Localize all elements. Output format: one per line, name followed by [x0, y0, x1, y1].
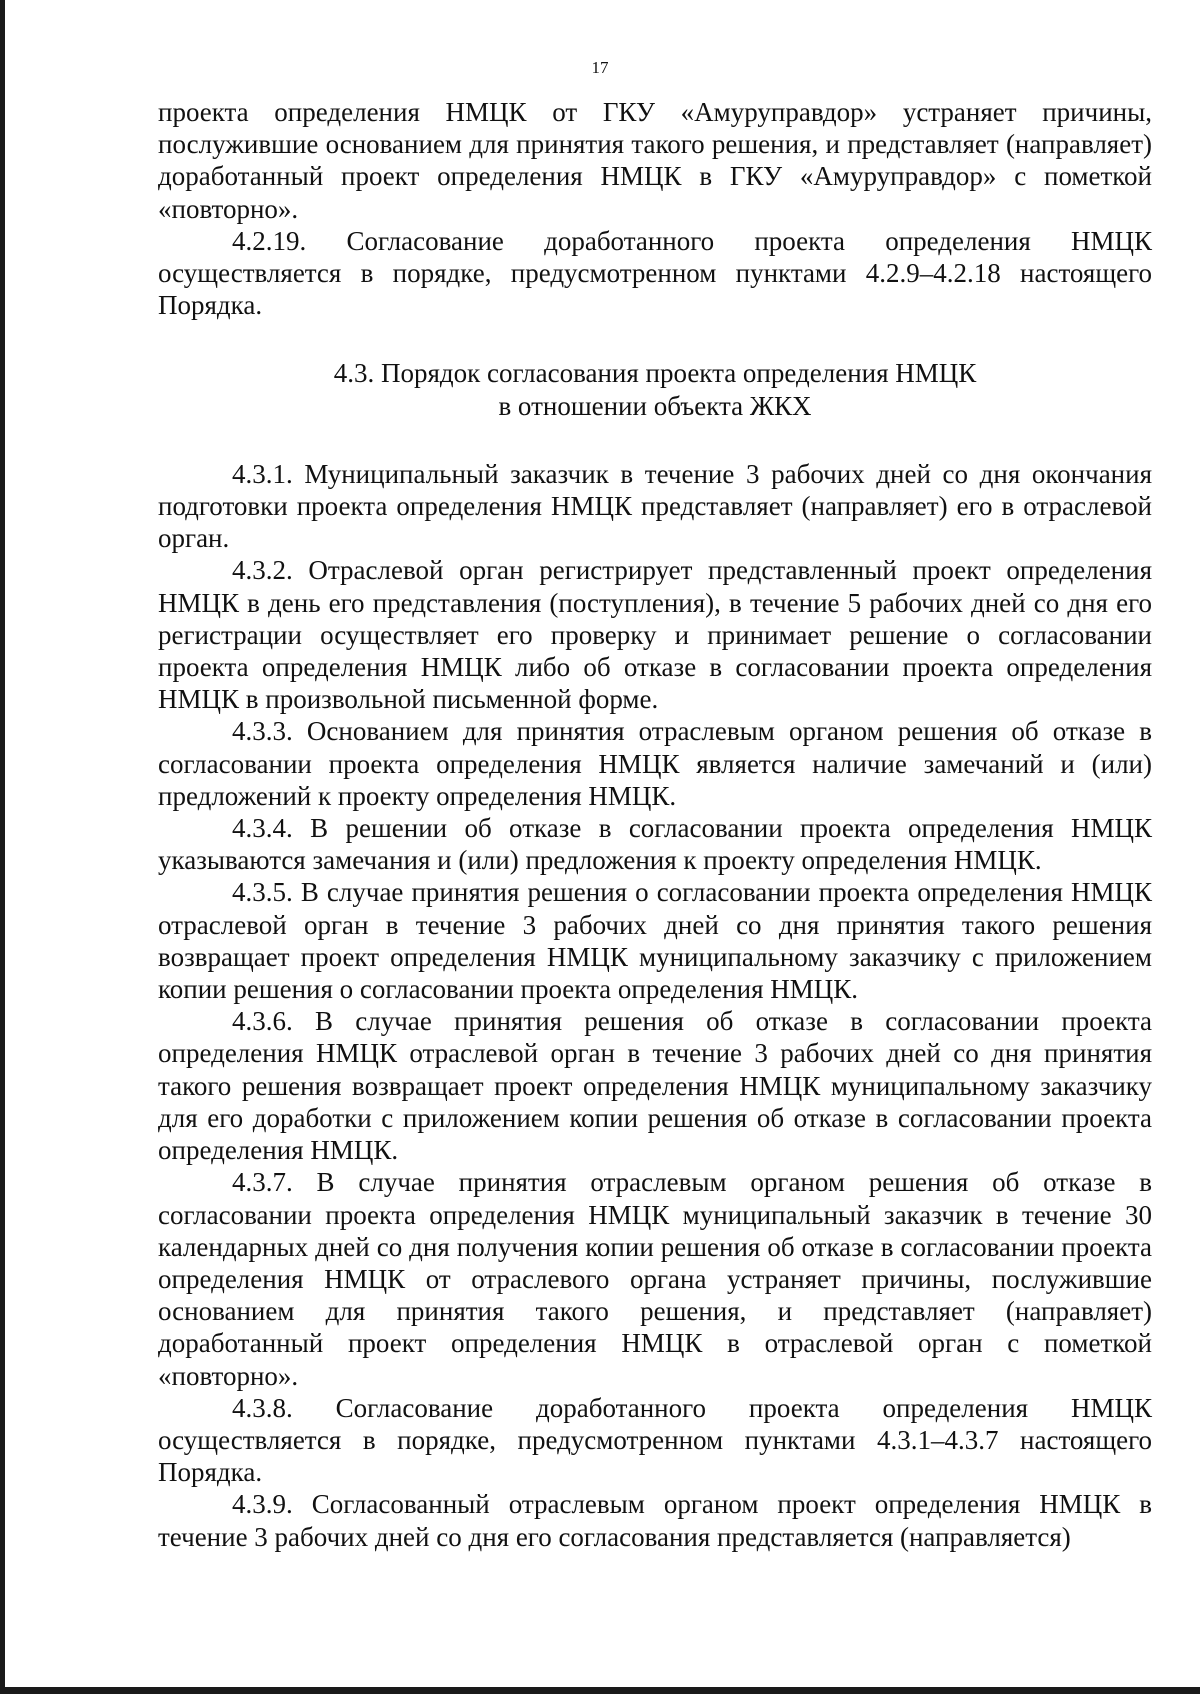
page-number: 17	[591, 58, 609, 77]
section-heading-line-1: 4.3. Порядок согласования проекта определения НМЦК	[333, 358, 977, 389]
paragraph-4-3-8: 4.3.8. Согласование доработанного проекта определения НМЦК осуществляется в порядке, предусмотренном пунктами 4.3.1–4.3.7 настоящего Порядка.	[158, 1392, 1152, 1488]
paragraph-4-3-9: 4.3.9. Согласованный отраслевым органом проект определения НМЦК в течение 3 рабочих дней со дня его согласования представляется (направляется)	[158, 1489, 1152, 1552]
scan-edge-bottom	[0, 1687, 1200, 1694]
paragraph-4-3-3: 4.3.3. Основанием для принятия отраслевым органом решения об отказе в согласовании проекта определения НМЦК является наличие замечаний и (или) предложений к проекту определения НМЦК.	[158, 716, 1152, 811]
paragraph-4-3-1: 4.3.1. Муниципальный заказчик в течение 3 рабочих дней со дня окончания подготовки проекта определения НМЦК представляет (направляет) его в отраслевой орган.	[158, 458, 1152, 554]
document-body	[158, 96, 1152, 1553]
section-heading-line-2: в отношении объекта ЖКХ	[498, 390, 812, 421]
paragraph-4-3-7: 4.3.7. В случае принятия отраслевым органом решения об отказе в согласовании проекта определения НМЦК муниципальный заказчик в течение 30 календарных дней со дня получения копии решения об отказе в согласовании проекта определения НМЦК от отраслевого органа устраняет причины, послужившие основанием для принятия такого решения, и представляет (направляет) доработанный проект определения НМЦК в отраслевой орган с пометкой «повторно».	[158, 1167, 1152, 1391]
paragraph-4-3-4: 4.3.4. В решении об отказе в согласовании проекта определения НМЦК указываются замечания и (или) предложения к проекту определения НМЦК.	[158, 813, 1152, 876]
scan-edge-left	[0, 0, 5, 1694]
paragraph-4-2-19: 4.2.19. Согласование доработанного проекта определения НМЦК осуществляется в порядке, предусмотренном пунктами 4.2.9–4.2.18 настоящего Порядка.	[158, 225, 1152, 321]
paragraph-4-3-6: 4.3.6. В случае принятия решения об отказе в согласовании проекта определения НМЦК отраслевой орган в течение 3 рабочих дней со дня принятия такого решения возвращает проект определения НМЦК муниципальному заказчику для его доработки с приложением копии решения об отказе в согласовании проекта определения НМЦК.	[158, 1006, 1152, 1166]
section-heading	[158, 357, 1152, 421]
paragraph-4-3-2: 4.3.2. Отраслевой орган регистрирует представленный проект определения НМЦК в день его представления (поступления), в течение 5 рабочих дней со дня его регистрации осуществляет его проверку и принимает решение о согласовании проекта определения НМЦК либо об отказе в согласовании проекта определения НМЦК в произвольной письменной форме.	[158, 555, 1152, 715]
paragraph-continuation: проекта определения НМЦК от ГКУ «Амуруправдор» устраняет причины, послужившие основанием для принятия такого решения, и представляет (направляет) доработанный проект определения НМЦК в ГКУ «Амуруправдор» с пометкой «повторно».	[158, 97, 1152, 224]
paragraph-4-3-5: 4.3.5. В случае принятия решения о согласовании проекта определения НМЦК отраслевой орган в течение 3 рабочих дней со дня принятия такого решения возвращает проект определения НМЦК муниципальному заказчику с приложением копии решения о согласовании проекта определения НМЦК.	[158, 877, 1152, 1005]
